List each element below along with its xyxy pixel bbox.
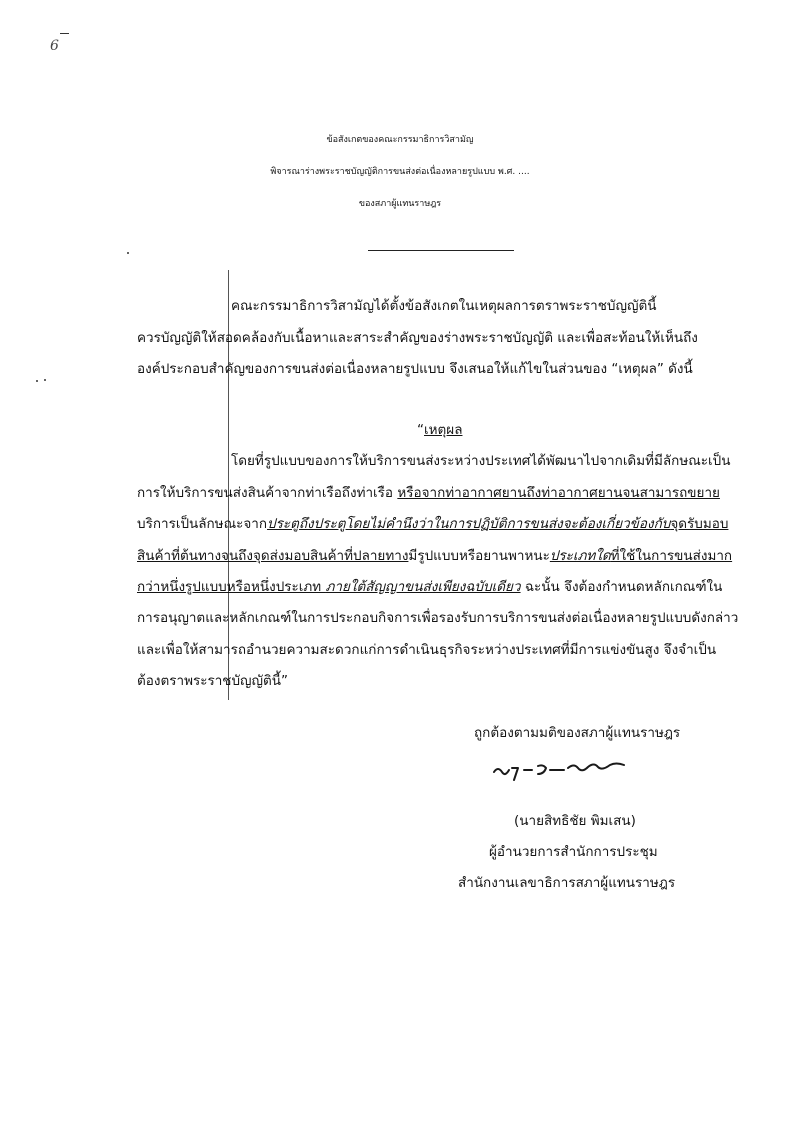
intro-line-1: คณะกรรมาธิการวิสามัญได้ตั้งข้อสังเกตในเหตุผลการตราพระราชบัญญัตินี้ — [231, 298, 657, 314]
intro-line-2: ควรบัญญัติให้สอดคล้องกับเนื้อหาและสาระสำคัญของร่างพระราชบัญญัติ และเพื่อสะท้อนให้เห็นถึง — [137, 330, 698, 346]
reason-line-7: และเพื่อให้สามารถอำนวยความสะดวกแก่การดำเนินธุรกิจระหว่างประเทศที่มีการแข่งขันสูง จึงจำเป็น — [137, 642, 717, 658]
intro-line-3: องค์ประกอบสำคัญของการขนส่งต่อเนื่องหลายรูปแบบ จึงเสนอให้แก้ไขในส่วนของ “เหตุผล” ดังนี้ — [137, 361, 693, 377]
reason-line-2 — [137, 481, 720, 503]
reason-line-2-part-b: หรือจากท่าอากาศยานถึงท่าอากาศยานจนสามารถขยาย — [397, 485, 720, 501]
scan-speck — [127, 252, 129, 254]
reason-open-quote: “ — [417, 422, 424, 438]
certification-text: ถูกต้องตามมติของสภาผู้แทนราษฎร — [474, 725, 681, 741]
scan-speck — [36, 380, 38, 382]
signature-image — [488, 752, 648, 788]
reason-line-5-part-c: ฉะนั้น จึงต้องกำหนดหลักเกณฑ์ใน — [520, 579, 723, 595]
reason-line-3 — [137, 512, 728, 534]
reason-line-4-part-d: ที่ใช้ในการขนส่งมาก — [610, 548, 733, 564]
reason-line-1: โดยที่รูปแบบของการให้บริการขนส่งระหว่างประเทศได้พัฒนาไปจากเดิมที่มีลักษณะเป็น — [231, 453, 731, 469]
reason-line-8: ต้องตราพระราชบัญญัตินี้” — [137, 673, 289, 689]
reason-line-4 — [137, 544, 732, 566]
signer-title: ผู้อำนวยการสำนักการประชุม — [489, 844, 658, 860]
header-line-2: พิจารณาร่างพระราชบัญญัติการขนส่งต่อเนื่องหลายรูปแบบ พ.ศ. .... — [270, 167, 530, 177]
reason-line-5-part-a: กว่าหนึ่งรูปแบบหรือหนึ่งประเภท — [137, 579, 326, 595]
reason-heading — [417, 418, 462, 440]
signer-name: (นายสิทธิชัย พิมเสน) — [514, 813, 636, 829]
reason-line-4-part-c: ประเภทใด — [549, 548, 611, 564]
header-line-1: ข้อสังเกตของคณะกรรมาธิการวิสามัญ — [326, 135, 474, 145]
reason-line-3-part-b: ประตูถึงประตูโดยไม่คำนึงว่าในการปฏิบัติการขนส่งจะต้องเกี่ยวข้องกับ — [267, 516, 671, 532]
reason-line-3-part-a: บริการเป็นลักษณะจาก — [137, 516, 268, 532]
reason-line-2-part-a: การให้บริการขนส่งสินค้าจากท่าเรือถึงท่าเรือ — [137, 485, 398, 501]
reason-line-3-part-c: จุดรับมอบ — [670, 516, 729, 532]
reason-heading-text: เหตุผล — [424, 422, 463, 438]
header-divider — [368, 250, 514, 251]
corner-mark: 6 — [50, 38, 59, 54]
header-line-3: ของสภาผู้แทนราษฎร — [358, 199, 442, 209]
reason-line-5 — [137, 575, 722, 597]
reason-line-4-part-a: สินค้าที่ต้นทางจนถึงจุดส่งมอบสินค้าที่ปลายทาง — [137, 548, 409, 564]
signer-office: สำนักงานเลขาธิการสภาผู้แทนราษฎร — [458, 875, 676, 891]
scan-speck — [44, 379, 46, 381]
reason-line-6: การอนุญาตและหลักเกณฑ์ในการประกอบกิจการเพื่อรองรับการบริการขนส่งต่อเนื่องหลายรูปแบบดังกล่าว — [137, 610, 739, 626]
reason-line-5-part-b: ภายใต้สัญญาขนส่งเพียงฉบับเดียว — [325, 579, 521, 595]
reason-line-4-part-b: มีรูปแบบหรือยานพาหนะ — [408, 548, 550, 564]
scan-mark — [60, 33, 69, 34]
